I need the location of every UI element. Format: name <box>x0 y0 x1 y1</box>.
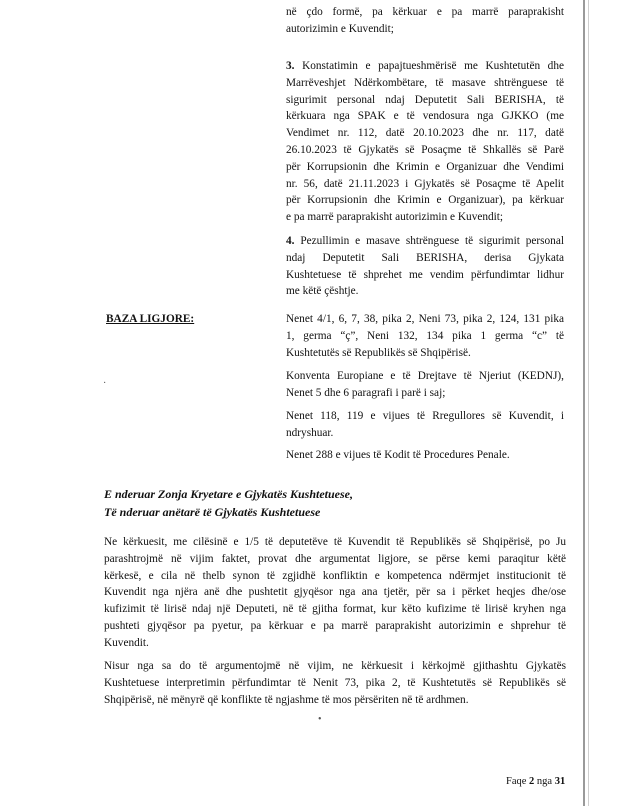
text-line: 4. Pezullimin e masave shtrënguese të sigurimit personal <box>286 235 564 247</box>
scan-edge <box>583 0 585 806</box>
text-line: Nenet 4/1, 6, 7, 38, pika 2, Neni 73, pika 2, 124, 131 pika <box>286 313 564 325</box>
body-paragraph-1 <box>104 534 566 652</box>
salutation-line: E nderuar Zonja Kryetare e Gjykatës Kushtetuese, <box>104 487 354 501</box>
text-line: kërkuara nga SPAK e të vendosura nga GJKKO (me <box>286 110 564 123</box>
request-item-3 <box>286 58 564 226</box>
request-item-4 <box>286 233 564 300</box>
text-line: Kushtetutës së Republikës së Shqipërisë. <box>286 346 471 359</box>
text-line: 26.10.2023 të Gjykatës së Posaçme të Shkallës së Parë <box>286 143 564 156</box>
body-paragraph-2 <box>104 658 566 708</box>
text-line: për Korrupsionin dhe Krimin e Organizuar), pa kërkuar <box>286 194 564 207</box>
text-line: 3. Konstatimin e papajtueshmërisë me Kushtetutën dhe <box>286 60 564 72</box>
continued-paragraph <box>286 4 564 38</box>
text-line: 1, germa “ç”, Neni 132, 134 pika 1 germa “c” të <box>286 329 564 342</box>
text-line: ndryshuar. <box>286 426 334 439</box>
text-line: në çdo formë, pa kërkuar e pa marrë paraprakisht <box>286 6 564 18</box>
text-line: Marrëveshjet Ndërkombëtare, të masave shtrënguese të <box>286 76 564 89</box>
text-line: Kuvendit nga njëra anë dhe pushtetit gjyqësor nga ana tjetër, për sa i përket heqjes dhe/ose <box>104 586 566 599</box>
text-line: Shqipërisë, në mënyrë që konflikte të ngjashme të mos përsëriten në të ardhmen. <box>104 693 469 706</box>
current-page: 2 <box>529 776 535 787</box>
total-pages: 31 <box>554 776 566 787</box>
text-line: Kushtetuese interpretimin përfundimtar të Nenit 73, pika 2, të Kushtetutës së Republikës së <box>104 676 566 689</box>
legal-basis-heading: BAZA LIGJORE: <box>106 313 195 325</box>
text-line: Nenet 118, 119 e vijues të Rregullores së Kuvendit, i <box>286 410 564 422</box>
text-line: parashtrojmë në vijim faktet, provat dhe argumentat ligjore, se përse kemi paraqitur këtë <box>104 552 566 565</box>
text-line: kufizimit të lirisë ndaj një Deputeti, në të gjitha format, kur këto kufizime të lirisë kryhen nga <box>104 603 566 616</box>
text-line: për Korrupsionin dhe Krimin e Organizuar dhe Vendimi <box>286 160 564 173</box>
scan-speck: • <box>318 714 322 725</box>
legal-basis-3 <box>286 408 564 442</box>
text-line: Kushtetuese të shprehet me vendim përfundimtar lidhur <box>286 268 564 281</box>
page-number: Faqe 2 nga 31 <box>506 776 566 787</box>
item-number: 3. <box>286 60 295 72</box>
text-line: Nenet 288 e vijues të Kodit të Procedures Penale. <box>286 449 510 461</box>
legal-basis-1 <box>286 311 564 361</box>
scan-edge-shadow <box>588 0 589 806</box>
text-line: e pa marrë paraprakisht autorizimin e Kuvendit; <box>286 211 504 224</box>
text-line: Ne kërkuesit, me cilësinë e 1/5 të deputetëve të Kuvendit të Republikës së Shqipërisë, po Ju <box>104 536 566 548</box>
text-line: autorizimin e Kuvendit; <box>286 22 394 35</box>
text-line: ndaj Deputetit Sali BERISHA, derisa Gjykata <box>286 251 564 264</box>
salutation-line: Të nderuar anëtarë të Gjykatës Kushtetuese <box>104 505 321 519</box>
scan-speck: · <box>103 378 107 389</box>
text-line: sigurimit personal ndaj Deputetit Sali BERISHA, të <box>286 93 564 106</box>
text-line: nr. 56, datë 21.11.2023 i Gjykatës së Posaçme të Apelit <box>286 177 564 190</box>
text-line: Vendimet nr. 112, datë 20.10.2023 dhe nr. 117, datë <box>286 127 564 140</box>
legal-basis-2 <box>286 368 564 402</box>
text-line: me këtë çështje. <box>286 285 359 298</box>
text-line: Kuvendit. <box>104 636 149 649</box>
item-number: 4. <box>286 235 295 247</box>
text-line: Konventa Europiane e të Drejtave të Njeriut (KEDNJ), <box>286 370 564 382</box>
legal-basis-4 <box>286 447 564 464</box>
text-line: Nisur nga sa do të argumentojmë në vijim, ne kërkuesit i kërkojmë gjithashtu Gjykatës <box>104 660 566 672</box>
text-line: kërkesë, e cila në thelb synon të zgjidhë konfliktin e kompetenca ndërmjet institucionit të <box>104 569 566 582</box>
salutation <box>104 485 353 521</box>
text-line: Nenet 5 dhe 6 paragrafi i parë i saj; <box>286 386 446 399</box>
text-line: pushteti gjyqësor pa pyetur, pa kërkuar e pa marrë paraprakisht autorizimin e shprehur të <box>104 619 566 632</box>
